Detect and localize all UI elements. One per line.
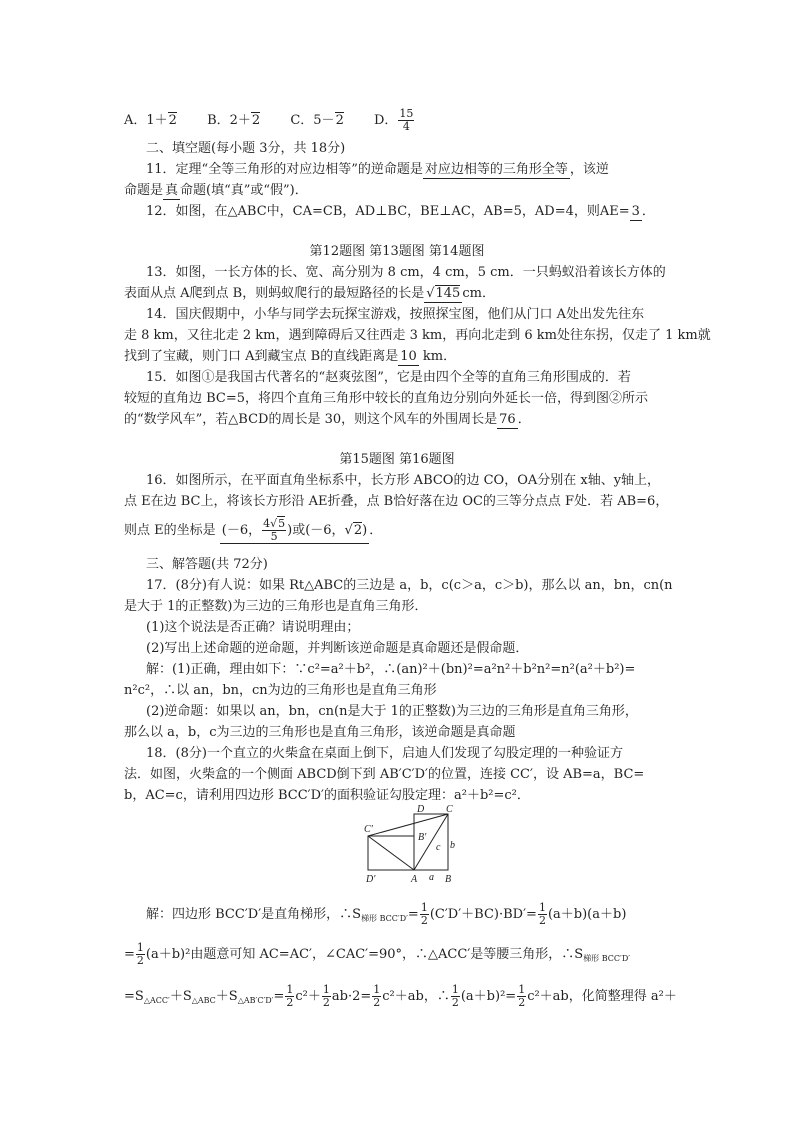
section2-heading: 二、填空题(每小题 3分，共 18分): [146, 141, 346, 156]
figure-captions-15-16: 第15题图 第16题图: [339, 452, 455, 467]
label-side-c: c: [436, 842, 441, 853]
q14-line2: 走 8 km，又往北走 2 km，遇到障碍后又往西走 3 km，再向北走到 6 km处往东拐，仅走了 1 km就: [124, 328, 711, 343]
q17-solution-line4: 那么以 a，b，c为三边的三角形也是直角三角形，该逆命题是真命题: [124, 725, 516, 740]
q12-answer: 3: [631, 204, 640, 219]
q17-solution-line3: (2)逆命题：如果以 an，bn，cn(n是大于 1的正整数)为三边的三角形是直角三角形，: [146, 704, 638, 719]
q16-line2: 点 E在边 BC上，将该长方形沿 AE折叠，点 B恰好落在边 OC的三等分点点 F处．若 AB=6，: [124, 494, 669, 509]
figure-captions-12-14: 第12题图 第13题图 第14题图: [309, 244, 485, 259]
q17-solution-line2: n²c²，∴以 an，bn，cn为边的三角形也是直角三角形: [124, 683, 437, 698]
label-d: D: [417, 804, 425, 815]
label-b: B: [445, 874, 452, 884]
q11-line1: 11．定理“全等三角形的对应边相等”的逆命题是对应边相等的三角形全等，该逆: [146, 162, 609, 177]
q11-answer2: 真: [165, 183, 179, 198]
q18-line3: b，AC=c，请利用四边形 BCC′D′的面积验证勾股定理：a²＋b²=c²．: [124, 788, 530, 803]
q12-line: 12．如图，在△ABC中，CA=CB，AD⊥BC，BE⊥AC，AB=5，AD=4，则AE=3．: [146, 204, 655, 219]
q17-line3: (1)这个说法是否正确？请说明理由；: [146, 620, 360, 635]
q17-line2: 是大于 1的正整数)为三边的三角形也是直角三角形．: [124, 599, 428, 614]
q17-solution-line1: 解：(1)正确，理由如下：∵c²=a²＋b²，∴(an)²＋(bn)²=a²n²＋b²n²=n²(a²＋b²)=: [146, 662, 636, 677]
q18-line1: 18．(8分)一个直立的火柴盒在桌面上倒下，启迪人们发现了勾股定理的一种验证方: [146, 746, 623, 761]
q18-solution-line3: $=S_{\triangle ACC'}+S_{\triangle ABC}+S_{\triangle AB'C'D'}=$ $\frac{1}{2}$ c²＋ $\frac{1}{2}$ ab·2= $\frac{1}{2}$ c²＋ab，∴ $\frac{1}{2}$ (a＋b)²= $\frac{1}{2}$ c²＋ab，化简整理得 a²＋: [124, 983, 677, 1009]
segment-ac-prime: [368, 836, 414, 870]
label-d-prime: D′: [366, 874, 376, 884]
label-b-prime: B′: [418, 832, 427, 843]
label-a: A: [411, 874, 418, 884]
q11-line2: 命题是真命题(填“真”或“假”)．: [124, 183, 308, 198]
q13-line1: 13．如图，一长方体的长、宽、高分别为 8 cm，4 cm，5 cm．一只蚂蚁沿着该长方体的: [146, 265, 666, 280]
label-side-b: b: [450, 840, 455, 851]
q18-figure: [358, 802, 468, 884]
q16-line3: 则点 E的坐标是 (－6， $\frac{4√5}{5}$ )或(－6，√2) ．: [124, 517, 383, 543]
q15-line1: 15．如图①是我国古代著名的“赵爽弦图”，它是由四个全等的直角三角形围成的．若: [146, 370, 631, 385]
q13-line2: 表面从点 A爬到点 B，则蚂蚁爬行的最短路径的长是 √145 cm．: [124, 286, 495, 301]
q17-line1: 17．(8分)有人说：如果 Rt△ABC的三边是 a，b，c(c＞a，c＞b)，那么以 an，bn，cn(n: [146, 578, 673, 593]
q18-line2: 法．如图，火柴盒的一个侧面 ABCD倒下到 AB′C′D′的位置，连接 CC′，设 AB=a，BC=: [124, 767, 645, 782]
q14-line1: 14．国庆假期中，小华与同学去玩探宝游戏，按照探宝图，他们从门口 A处出发先往东: [146, 307, 645, 322]
q14-answer: 10: [400, 349, 417, 364]
q13-answer: √145: [426, 286, 461, 301]
section3-heading: 三、解答题(共 72分): [146, 557, 268, 572]
label-c-prime: C′: [364, 824, 373, 835]
label-c: C: [446, 804, 453, 815]
q15-answer: 76: [499, 412, 516, 427]
q11-answer1: 对应边相等的三角形全等: [424, 162, 568, 177]
option-d: D． $\frac{15}{4}$: [373, 107, 414, 133]
q18-solution-line1: 解：四边形 BCC′D′是直角梯形，$\therefore S_{梯形 BCC'D'}=$ $\frac{1}{2}$ (C′D′＋BC)·BD′= $\frac{1}{2}$ (a＋b)(a＋b): [146, 901, 627, 927]
q16-answer: (－6， $\frac{4√5}{5}$ )或(－6，√2): [221, 517, 368, 543]
option-b: B．2＋2: [207, 113, 261, 128]
q16-line1: 16．如图所示，在平面直角坐标系中，长方形 ABCO的边 CO，OA分别在 x轴、y轴上，: [146, 473, 661, 488]
q15-line3: 的“数学风车”，若△BCD的周长是 30，则这个风车的外围周长是76．: [124, 412, 531, 427]
label-side-a: a: [429, 872, 434, 883]
q17-line4: (2)写出上述命题的逆命题，并判断该逆命题是真命题还是假命题．: [146, 641, 529, 656]
segment-cc: [368, 814, 448, 836]
q10-options: [124, 108, 441, 133]
option-c: C．5－2: [290, 113, 344, 128]
q18-solution-line2: = $\frac{1}{2}$ (a＋b)²由题意可知 AC=AC′，∠CAC′=90°，∴△ACC′是等腰三角形，$\therefore S_{梯形 BCC'D'}$: [124, 941, 631, 967]
option-a: A．1＋2: [124, 113, 177, 128]
q15-line2: 较短的直角边 BC=5，将四个直角三角形中较长的直角边分别向外延长一倍，得到图②所示: [124, 391, 649, 406]
q14-line3: 找到了宝藏，则门口 A到藏宝点 B的直线距离是10 km．: [124, 349, 457, 364]
